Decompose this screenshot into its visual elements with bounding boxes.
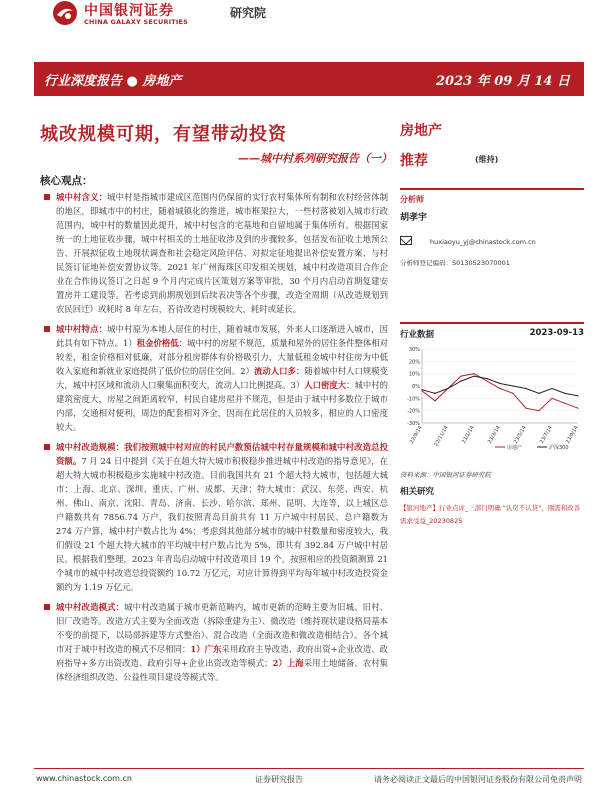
bullet-text: 城中村是指城市建成区范围内仍保留的实行农村集体所有制和农村经营体制的地区，即城市中的村庄，随着城镇化的推进，城市框架拉大，一些村落被划入城市行政范围内，城中村的数量因此提升，城中村包含的宅基地和自留地属于集体所有。根据国家统一的土地征收步骤，城中村相关的土地征收涉及到的步骤较多，包括发布征收土地预公告、开展拟征收土地现状调查和社会稳定风险评估、对拟定征地提出补偿安置方案、与村民签订征地补偿安置协议等。2021 年广州海珠区印发相关规划，城中村改造项目合作企业在合作协议签订之日起 9 个月内完成片区策划方案等审批，30 个月内启动首期复建安置房并工建设等。若考虑到前期规划到后续表决等各个步骤，改造全周期（从改造规划到农民回迁）或耗时 8 年左右，若待改造村规模较大，耗时或延长。 [56, 192, 389, 314]
bullet-text: ：随着城中村人口规模变大，城中村区域和流动人口聚集面积变大，流动人口比例提高。3） [56, 366, 389, 390]
bullet-text: 城中村改造属于城市更新范畴内，城市更新的范畴主要为旧城、旧村、旧厂改造等。改造方式主要为全面改造（拆除重建为主）、微改造（维持现状建设格局基本不变的前提下，以局部拆建等方式整治）、混合改造（全面改造和微改造相结合）。各个城市对于城中村改造的模式不尽相同： [56, 602, 389, 654]
highlight-text: 人口密度大 [304, 380, 347, 390]
bullet-text: ：城中村的建筑密度大，房屋之间距离较窄，村民自建房屋并不规范，但是由于城中村多数位于城市内部，交通相对便利，周边的配套相对齐全，因而在此居住的人员较多，相应的人口密度较大。 [56, 380, 389, 432]
chart-point [525, 408, 526, 409]
report-type: 行业深度报告 ● 房地产 [44, 74, 182, 89]
chart-point [512, 385, 513, 386]
chart-y-tick: -20% [407, 408, 420, 415]
chart-point [486, 378, 487, 379]
chart-point [551, 398, 552, 399]
chart-point [473, 373, 474, 374]
rating-note: (维持) [475, 155, 499, 164]
chart-point [577, 408, 578, 409]
data-label: 行业数据 [400, 330, 435, 340]
chart-point [538, 410, 539, 411]
bullet-mode [40, 600, 388, 684]
footer-center: 证券研究报告 [255, 775, 303, 784]
brand-logo [52, 0, 272, 30]
rating: 推荐 [400, 153, 428, 169]
header-band [34, 62, 584, 96]
chart-x-tick: 23/1/14 [460, 425, 476, 445]
related-report-link[interactable]: 【银河地产】行业点评_三部门明确 "认房不认贷"，刚需和改善需求受益_20230825 [400, 504, 581, 525]
chart-x-tick: 23/5/14 [512, 425, 528, 445]
chart-point [512, 393, 513, 394]
chart-point [460, 380, 461, 381]
chart-legend-label: 房地产 [507, 445, 523, 451]
chart-point [434, 400, 435, 401]
bullet-text: 城中村原为本地人居住的村庄，随着城市发展，外来人口逐渐进入城市，因此具有如下特点。1） [56, 324, 389, 348]
analyst-email[interactable]: huxiaoyu_yj@chinastock.com.cn [430, 238, 536, 246]
page-title: 城改规模可期，有望带动投资 [40, 124, 287, 145]
chart-x-tick: 23/3/14 [486, 425, 502, 445]
analyst-name: 胡孝宇 [400, 213, 428, 223]
chart-x-tick: 22/9/14 [408, 425, 424, 445]
bullet-head: 城中村改造模式： [56, 602, 125, 612]
divider [400, 322, 584, 324]
highlight-text: 流动人口多 [253, 366, 296, 376]
chart-source: 资料来源：中国银河证券研究院 [400, 471, 491, 479]
footer-disclaimer: 请务必阅读正文最后的中国银河证券股份有限公司免责声明 [374, 775, 582, 784]
chart-y-tick: -30% [407, 421, 420, 427]
chart-y-tick: 30% [408, 347, 420, 353]
core-label: 核心观点： [40, 175, 93, 187]
chart-series-line [422, 374, 578, 411]
analyst-registration: 分析师登记编码：S0130523070001 [400, 259, 510, 267]
related-label: 相关研究 [400, 487, 435, 497]
chart-legend-label: 沪深300 [549, 445, 569, 451]
mail-icon [400, 236, 412, 245]
chart-x-tick: 23/7/14 [538, 425, 554, 445]
chart-point [577, 395, 578, 396]
galaxy-logo-icon [52, 0, 78, 26]
chart-point [564, 393, 565, 394]
bullet-text: 7 月 24 日中提到《关于在超大特大城市积极稳步推进城中村改造的指导意见》，在超大特大城市积极稳步实施城中村改造。目前我国共有 21 个超大特大城市，包括超大城市：上海、北京、深圳、重庆、广州、成都、天津；特大城市：武汉、东莞、西安、杭州、佛山、南京、沈阳、青岛、济南、长沙、哈尔滨、郑州、昆明、大连等，以上城区总户籍数共有 7856.74 万户，我们按照青岛目前共有 11 万户城中村居民、总户籍数为 274 万户算，城中村户数占比为 4%；考虑到其他部分城市的城中村数量和密度较大，我们假设 21 个超大特大城市的平均城中村户数占比为 5%，即共有 392.84 万户城中村居民。根据我们整理，2023 年青岛启动城中村改造项目 19 个，按照相应的投资额测算 21 个城市的城中村改造总投资额约 10.72 万亿元，对应计算得到平均每年城中村改造投资金额约为 1.19 万亿元。 [56, 456, 389, 592]
bullet-head: 城中村特点： [56, 324, 108, 334]
bullet-text: ：城中村的房屋不规范，质量和屋外的居住条件整体相对较差，租金价格相对低廉，对部分租房群体有价格吸引力，大量低租金城中村住房为中低收入家庭和新就业家庭提供了低价位的居住空间。2） [56, 338, 389, 376]
chart-x-tick: 23/9/14 [564, 425, 580, 445]
chart-y-tick: 20% [408, 359, 420, 366]
main-content [40, 190, 388, 690]
bullet-features [40, 322, 388, 434]
page-subtitle: ——城中村系列研究报告（一） [238, 152, 392, 165]
footer-divider [34, 768, 584, 769]
chart-point [499, 388, 500, 389]
footer-url[interactable]: www.chinastock.com.cn [36, 774, 132, 783]
data-date: 2023-09-13 [529, 328, 584, 338]
chart-point [564, 403, 565, 404]
chart-y-tick: 0% [412, 384, 420, 390]
chart-point [473, 376, 474, 377]
bullet-definition [40, 190, 388, 316]
chart-point [538, 393, 539, 394]
report-date: 2023 年 09 月 14 日 [436, 74, 570, 89]
chart-x-tick: 22/11/14 [433, 425, 450, 448]
bullet-head: 城中村改造规模： [56, 442, 125, 452]
chart-point [499, 383, 500, 384]
chart-point [421, 390, 422, 391]
chart-point [486, 380, 487, 381]
chart-point [447, 388, 448, 389]
bullet-head: 城中村含义： [56, 192, 108, 202]
bullet-text: 采用土地储备、农村集体经济组织改造、公益性项目建设等模式等。 [56, 658, 389, 682]
bullet-text: 采用政府主导改造、政府出资+企业改造、政府指导+多方出资改造、政府引导+企业出资改造等模式； [56, 644, 388, 668]
chart-point [525, 388, 526, 389]
brand-institute: 研究院 [230, 6, 267, 20]
divider [400, 188, 584, 190]
highlight-text: 1）广东 [190, 644, 222, 654]
highlight-text: 租金价格低 [136, 338, 179, 348]
highlight-text: 2）上海 [272, 658, 304, 668]
brand-en: CHINA GALAXY SECURITIES [84, 18, 189, 26]
brand-cn: 中国银河证券 [84, 3, 174, 19]
chart-y-tick: 10% [408, 371, 420, 378]
industry-chart [400, 343, 584, 458]
highlight-text: 我们按照城中村对应的村民户数预估城中村存量规模和城中村改造总投资额。 [56, 442, 389, 466]
sector-name: 房地产 [400, 123, 442, 139]
chart-y-tick: -10% [407, 396, 420, 403]
chart-point [460, 376, 461, 377]
chart-point [551, 388, 552, 389]
bullet-scale [40, 440, 388, 594]
chart-point [421, 389, 422, 390]
analyst-label: 分析师 [400, 195, 424, 204]
chart-point [434, 393, 435, 394]
